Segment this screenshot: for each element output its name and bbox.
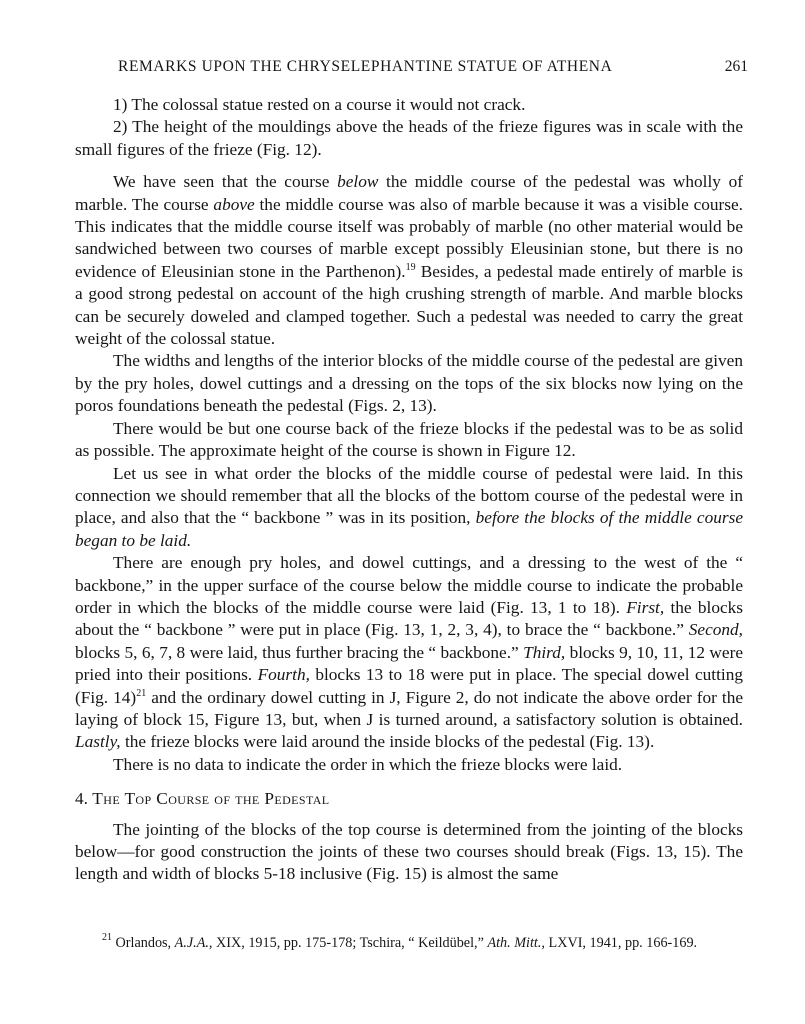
list-item-1: 1) The colossal statue rested on a course it would not crack. — [113, 95, 526, 114]
running-title: REMARKS UPON THE CHRYSELEPHANTINE STATUE OF ATHENA — [118, 58, 613, 75]
paragraph-laying-order: Let us see in what order the blocks of the middle course of pedestal were laid. In this connection we should remember that all the blocks of the bottom course of the pedestal were in place, and also that the “ backbone ” was in its position, before the blocks of the middle course began to be laid. — [75, 463, 743, 550]
section-heading — [75, 788, 743, 810]
emphasis-above: above — [213, 194, 255, 214]
emphasis-fourth: Fourth, — [257, 665, 310, 685]
emphasis-first: First, — [626, 597, 665, 617]
paragraph-frieze-course: There would be but one course back of the frieze blocks if the pedestal was to be as solid as possible. The approximate height of the course is shown in Figure 12. — [75, 418, 743, 461]
footnote-marker: 21 — [102, 932, 112, 943]
paragraph-interior-blocks: The widths and lengths of the interior blocks of the middle course of the pedestal are given by the pry holes, dowel cuttings and a dressing on the tops of the six blocks now lying on the poros foundations beneath the pedestal (Figs. 2, 13). — [75, 351, 743, 416]
list-item-2: 2) The height of the mouldings above the heads of the frieze figures was in scale with the small figures of the frieze (Fig. 12). — [75, 117, 743, 159]
paragraph-pry-holes: There are enough pry holes, and dowel cuttings, and a dressing to the west of the “ backbone,” in the upper surface of the course below the middle course to indicate the probable order in which the blocks of the middle course were laid (Fig. 13, 1 to 18). First, the blocks about the “ backbone ” were put in place (Fig. 13, 1, 2, 3, 4), to brace the “ backbone.” Second, blocks 5, 6, 7, 8 were laid, thus further bracing the “ backbone.” Third, blocks 9, 10, 11, 12 were pried into their positions. Fourth, blocks 13 to 18 were put in place. The special dowel cutting (Fig. 14)$^{21}$ and the ordinary dowel cutting in J, Figure 2, do not indicate the above order for the laying of block 15, Figure 13, but, when J is turned around, a satisfactory solution is obtained. Lastly, the frieze blocks were laid around the inside blocks of the pedestal (Fig. 13). — [75, 553, 744, 752]
paragraph-top-course: The jointing of the blocks of the top course is determined from the jointing of the blocks below—for good construction the joints of these two courses should break (Figs. 13, 15). The length and width of blocks 5-18 inclusive (Fig. 15) is almost the same — [75, 819, 743, 884]
emphasis-lastly: Lastly, — [75, 732, 121, 752]
emphasis-second: Second, — [688, 620, 743, 640]
body-text — [75, 94, 743, 886]
emphasis-third: Third, — [523, 642, 566, 662]
page-number: 261 — [724, 58, 748, 75]
paragraph-no-data: There is no data to indicate the order in which the frieze blocks were laid. — [113, 754, 623, 774]
section-title: The Top Course of the Pedestal — [92, 789, 330, 809]
footnote-ref-21: 21 — [136, 687, 147, 699]
paragraph-marble-courses: We have seen that the course below the middle course of the pedestal was wholly of marble. The course above the middle course was also of marble because it was a visible course. This indicates that the middle course itself was probably of marble (no other material would be sandwiched between two courses of marble except possibly Eleusinian stone, but there is no evidence of Eleusinian stone in the Parthenon).$^{19}$ Besides, a pedestal made entirely of marble is a good strong pedestal on account of the high crushing strength of marble. And marble blocks can be securely doweled and clamped together. Such a pedestal was needed to carry the great weight of the colossal statue. — [75, 172, 743, 349]
running-header — [118, 58, 748, 76]
emphasis-below: below — [337, 172, 379, 192]
emphasis-before: before the blocks of the middle course began to be laid. — [75, 508, 743, 550]
section-number: 4. — [75, 789, 88, 809]
footnote-ref-19: 19 — [405, 261, 416, 273]
footnote-21: $^{21}$ Orlandos, A.J.A., XIX, 1915, pp. 175-178; Tschira, “ Keildübel,” Ath. Mitt., LXVI, 1941, pp. 166-169. — [102, 932, 698, 951]
